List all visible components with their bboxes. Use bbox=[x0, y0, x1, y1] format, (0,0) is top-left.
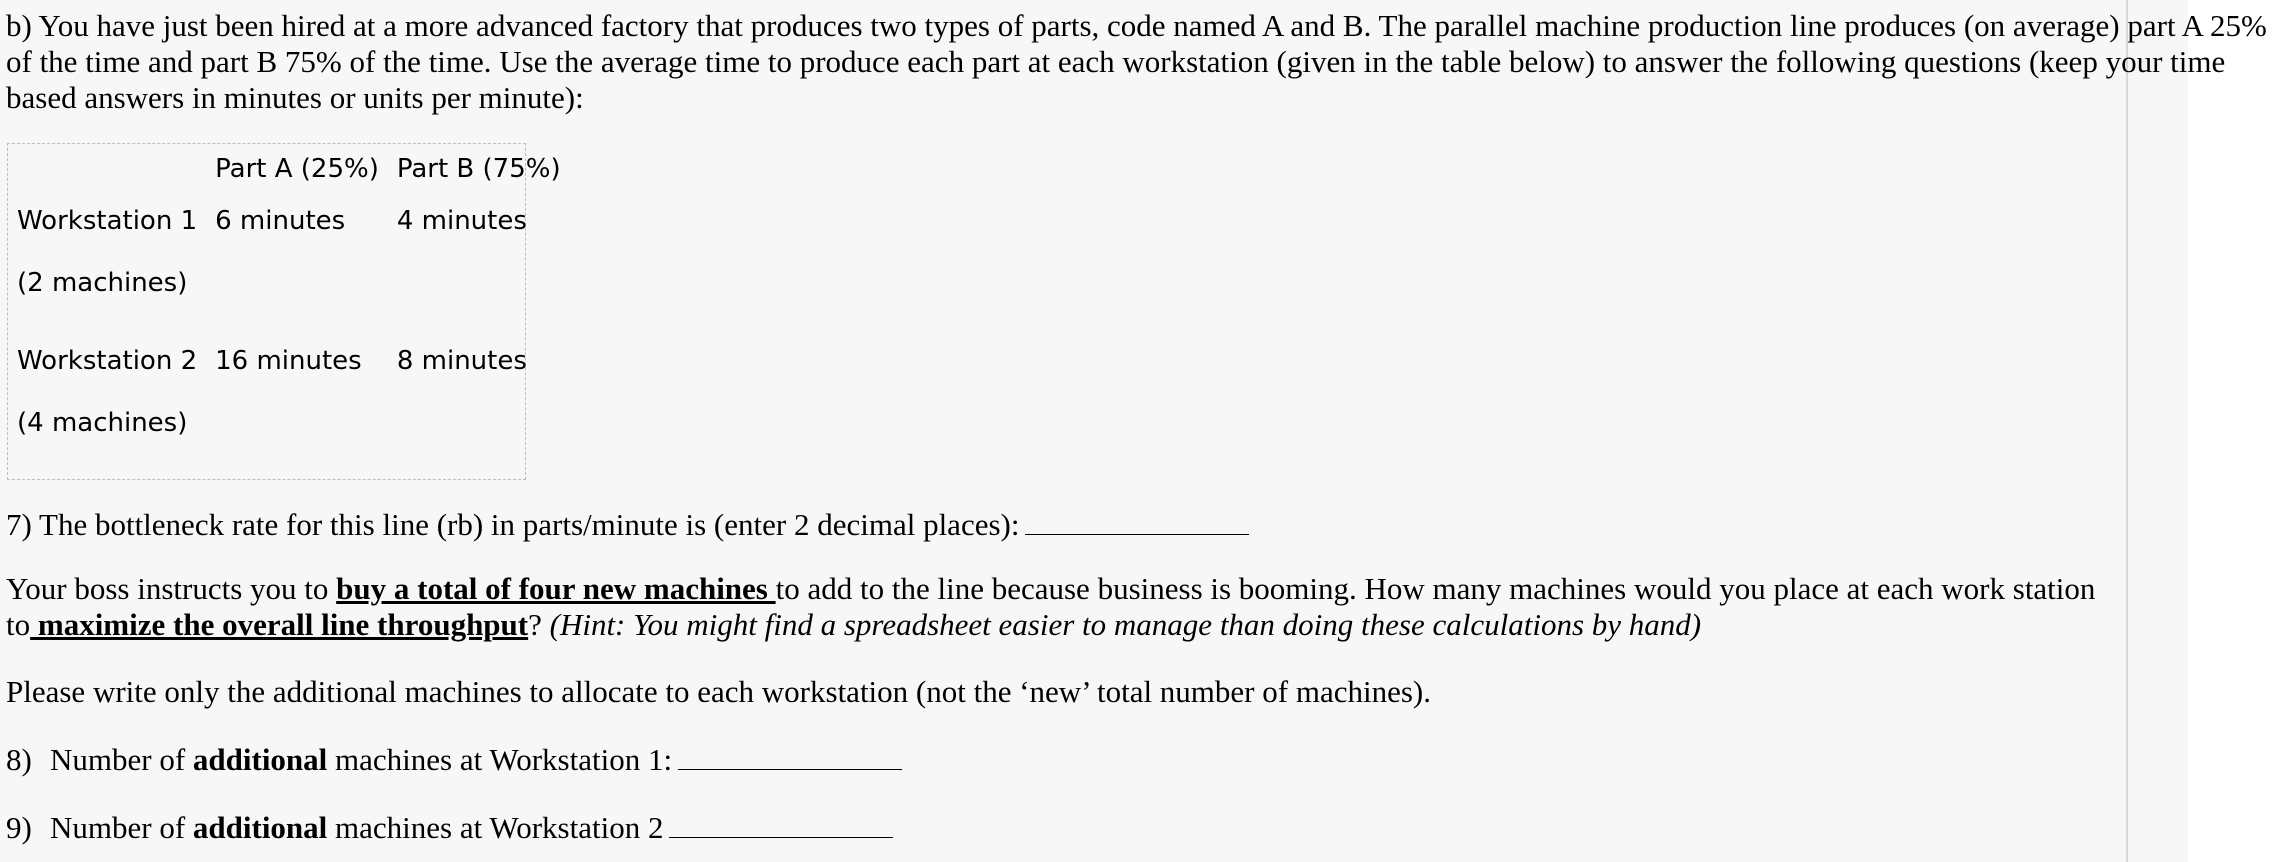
table-row bbox=[17, 408, 579, 448]
right-margin bbox=[2188, 0, 2276, 862]
ws2-machines: (4 machines) bbox=[17, 408, 188, 438]
question-9-post: machines at Workstation 2 bbox=[327, 810, 664, 845]
ws1-part-a: 6 minutes bbox=[215, 206, 346, 236]
question-7-text: 7) The bottleneck rate for this line (rb) in parts/minute is (enter 2 decimal places): bbox=[6, 507, 1020, 542]
boss-emphasis-maximize: maximize the overall line throughput bbox=[30, 607, 529, 642]
question-8 bbox=[6, 742, 902, 778]
table-row bbox=[17, 268, 579, 346]
workstation-table bbox=[7, 143, 561, 480]
question-9-number: 9) bbox=[6, 810, 32, 845]
question-8-post: machines at Workstation 1: bbox=[327, 742, 673, 777]
ws1-part-b: 4 minutes bbox=[396, 206, 527, 236]
question-8-bold: additional bbox=[192, 742, 328, 777]
boss-text: Your boss instructs you to bbox=[6, 571, 337, 606]
note-paragraph: Please write only the additional machines to allocate to each workstation (not the ‘new’ total number of machines). bbox=[6, 674, 1431, 709]
answer-blank-8[interactable] bbox=[678, 747, 902, 770]
intro-paragraph: b) You have just been hired at a more advanced factory that produces two types of parts, code named A and B. The parallel machine production line produces (on average) part A 25% of the time and part B 75% of the time. Use the average time to produce each part at each workstation (given in the table below) to answer the following questions (keep your time based answers in minutes or units per minute): bbox=[6, 8, 2267, 115]
question-9-pre: Number of bbox=[50, 810, 193, 845]
answer-blank-7[interactable] bbox=[1025, 512, 1249, 535]
boss-text-cont: to add to the line because business is booming. How many machines would you place at each work station bbox=[775, 571, 2096, 606]
boss-paragraph-line2 bbox=[6, 607, 1701, 643]
question-9-bold: additional bbox=[192, 810, 328, 845]
boss-hint: (Hint: You might find a spreadsheet easier to manage than doing these calculations by hand) bbox=[549, 607, 1702, 642]
ws2-part-b: 8 minutes bbox=[396, 346, 527, 376]
ws1-machines: (2 machines) bbox=[17, 268, 188, 298]
ws1-label: Workstation 1 bbox=[17, 206, 198, 236]
question-9 bbox=[6, 810, 893, 846]
question-7 bbox=[6, 507, 1249, 543]
boss-text-to: to bbox=[6, 607, 31, 642]
ws2-label: Workstation 2 bbox=[17, 346, 198, 376]
times-table bbox=[17, 154, 579, 448]
question-8-number: 8) bbox=[6, 742, 32, 777]
header-empty bbox=[17, 154, 215, 206]
answer-blank-9[interactable] bbox=[669, 815, 893, 838]
table-row bbox=[17, 346, 579, 408]
boss-question-mark: ? bbox=[528, 607, 550, 642]
header-part-b: Part B (75%) bbox=[396, 154, 561, 184]
boss-paragraph-line1 bbox=[6, 571, 2095, 607]
ws2-part-a: 16 minutes bbox=[215, 346, 362, 376]
header-part-a: Part A (25%) bbox=[215, 154, 379, 184]
table-row bbox=[17, 206, 579, 268]
divider-line bbox=[2126, 0, 2128, 862]
question-8-pre: Number of bbox=[50, 742, 193, 777]
boss-emphasis-buy: buy a total of four new machines bbox=[336, 571, 776, 606]
table-header-row bbox=[17, 154, 579, 206]
